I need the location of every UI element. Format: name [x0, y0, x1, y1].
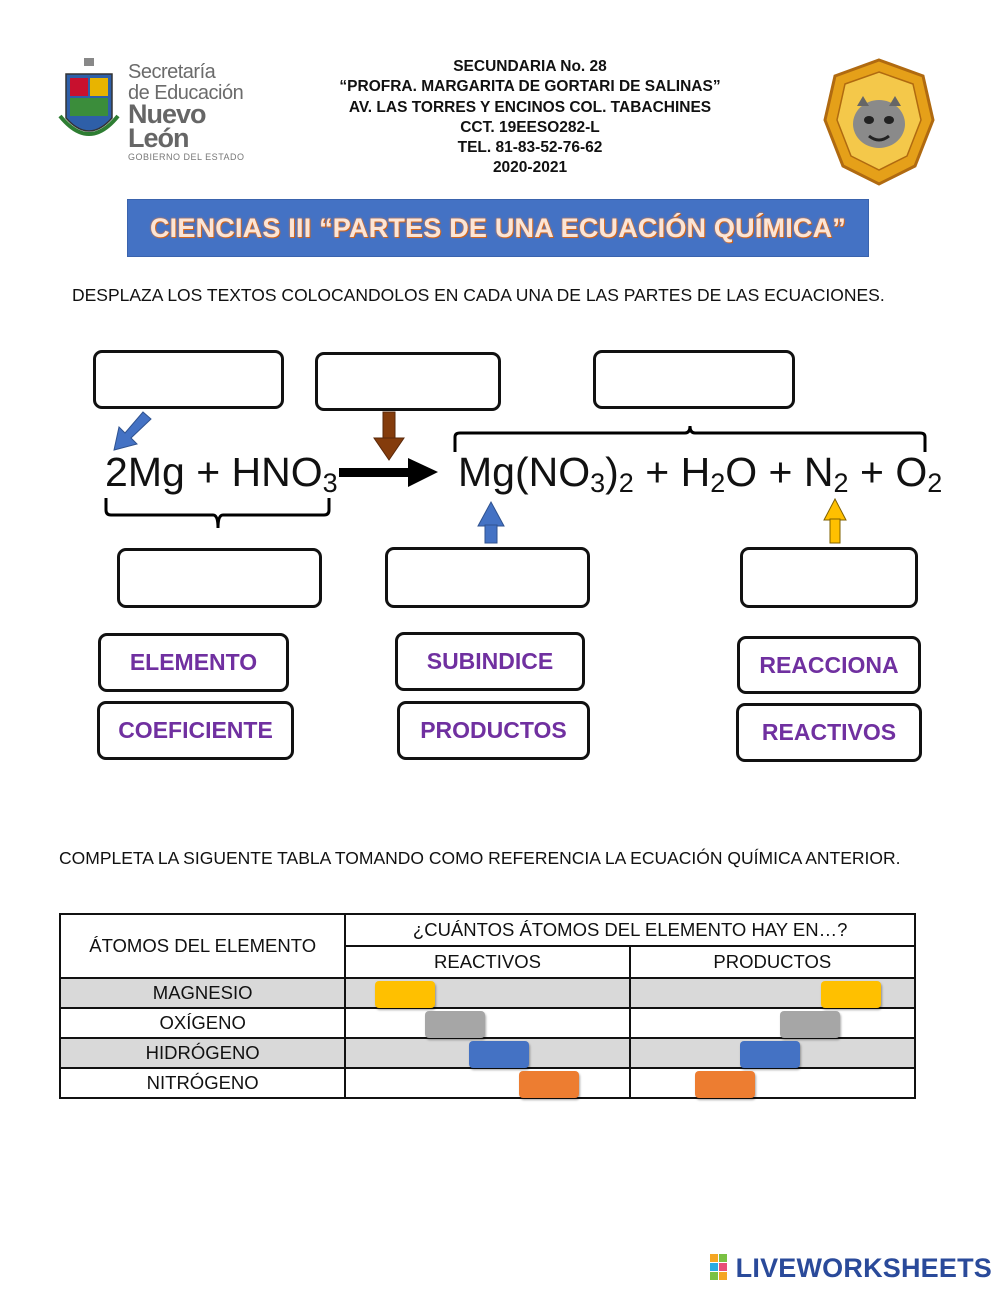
secretaria-wordmark: Secretaría de Educación Nuevo León GOBIERNO DEL ESTADO [128, 61, 245, 162]
title-banner [127, 199, 869, 257]
header-reactants: REACTIVOS [345, 946, 629, 978]
nitrogeno-products-input[interactable] [695, 1071, 755, 1098]
arrow-to-coefficient [114, 412, 151, 450]
secretaria-educacion-logo [58, 56, 258, 162]
magnesio-products-input[interactable] [821, 981, 881, 1008]
oxigeno-products-input[interactable] [780, 1011, 840, 1038]
table-instructions: COMPLETA LA SIGUENTE TABLA TOMANDO COMO REFERENCIA LA ECUACIÓN QUÍMICA ANTERIOR. [59, 848, 901, 868]
header-line: “PROFRA. MARGARITA DE GORTARI DE SALINAS” [339, 78, 721, 96]
header-line: 2020-2021 [492, 159, 568, 177]
nitrogeno-reactants-input[interactable] [519, 1071, 579, 1098]
liveworksheets-wordmark: LIVEWORKSHEETS [735, 1253, 992, 1283]
arrow-to-subscript [824, 499, 846, 543]
chip-productos[interactable]: PRODUCTOS [397, 701, 590, 760]
chip-elemento[interactable]: ELEMENTO [98, 633, 289, 692]
reactants-brace [106, 498, 329, 528]
table-row [60, 1008, 915, 1038]
hidrogeno-products-input[interactable] [740, 1041, 800, 1068]
products-formula: $Mg(NO_3)_2 + H_2O + N_2 + O_2$ [458, 449, 943, 498]
hidrogeno-reactants-input[interactable] [469, 1041, 529, 1068]
arrow-to-product-element [478, 502, 504, 543]
nuevo-leon-coat-of-arms-icon [58, 56, 120, 148]
chip-reacciona[interactable]: REACCIONA [737, 636, 921, 694]
drag-instructions: DESPLAZA LOS TEXTOS COLOCANDOLOS EN CADA UNA DE LAS PARTES DE LAS ECUACIONES. [72, 285, 885, 305]
page-title: CIENCIAS III “PARTES DE UNA ECUACIÓN QUÍMICA” [149, 212, 847, 243]
magnesio-reactants-input[interactable] [375, 981, 435, 1008]
school-crest-logo [823, 58, 935, 186]
chip-reactivos[interactable]: REACTIVOS [736, 703, 922, 762]
school-header [270, 57, 790, 179]
arrow-to-yield [374, 412, 404, 460]
table-row [60, 978, 915, 1008]
table-row [60, 1038, 915, 1068]
header-line: SECUNDARIA No. 28 [453, 58, 607, 75]
header-line: CCT. 19EESO282-L [460, 118, 600, 136]
liveworksheets-icon [710, 1254, 736, 1280]
header-element-column: ÁTOMOS DEL ELEMENTO [60, 914, 345, 978]
table-row [60, 1068, 915, 1098]
element-name: MAGNESIO [60, 978, 345, 1008]
header-line: AV. LAS TORRES Y ENCINOS COL. TABACHINES [348, 98, 712, 116]
atoms-table [59, 913, 916, 1099]
jaguar-crest-icon [823, 58, 935, 186]
header-line: TEL. 81-83-52-76-62 [457, 139, 603, 157]
element-name: HIDRÓGENO [60, 1038, 345, 1068]
chip-subindice[interactable]: SUBINDICE [395, 632, 585, 691]
element-name: OXÍGENO [60, 1008, 345, 1038]
chip-coeficiente[interactable]: COEFICIENTE [97, 701, 294, 760]
oxigeno-reactants-input[interactable] [425, 1011, 485, 1038]
liveworksheets-logo [710, 1253, 992, 1284]
yield-arrow [339, 458, 438, 487]
header-group: ¿CUÁNTOS ÁTOMOS DEL ELEMENTO HAY EN…? [345, 914, 915, 946]
element-name: NITRÓGENO [60, 1068, 345, 1098]
header-products: PRODUCTOS [630, 946, 915, 978]
reactants-formula: $2Mg + HNO_3$ [105, 449, 338, 498]
